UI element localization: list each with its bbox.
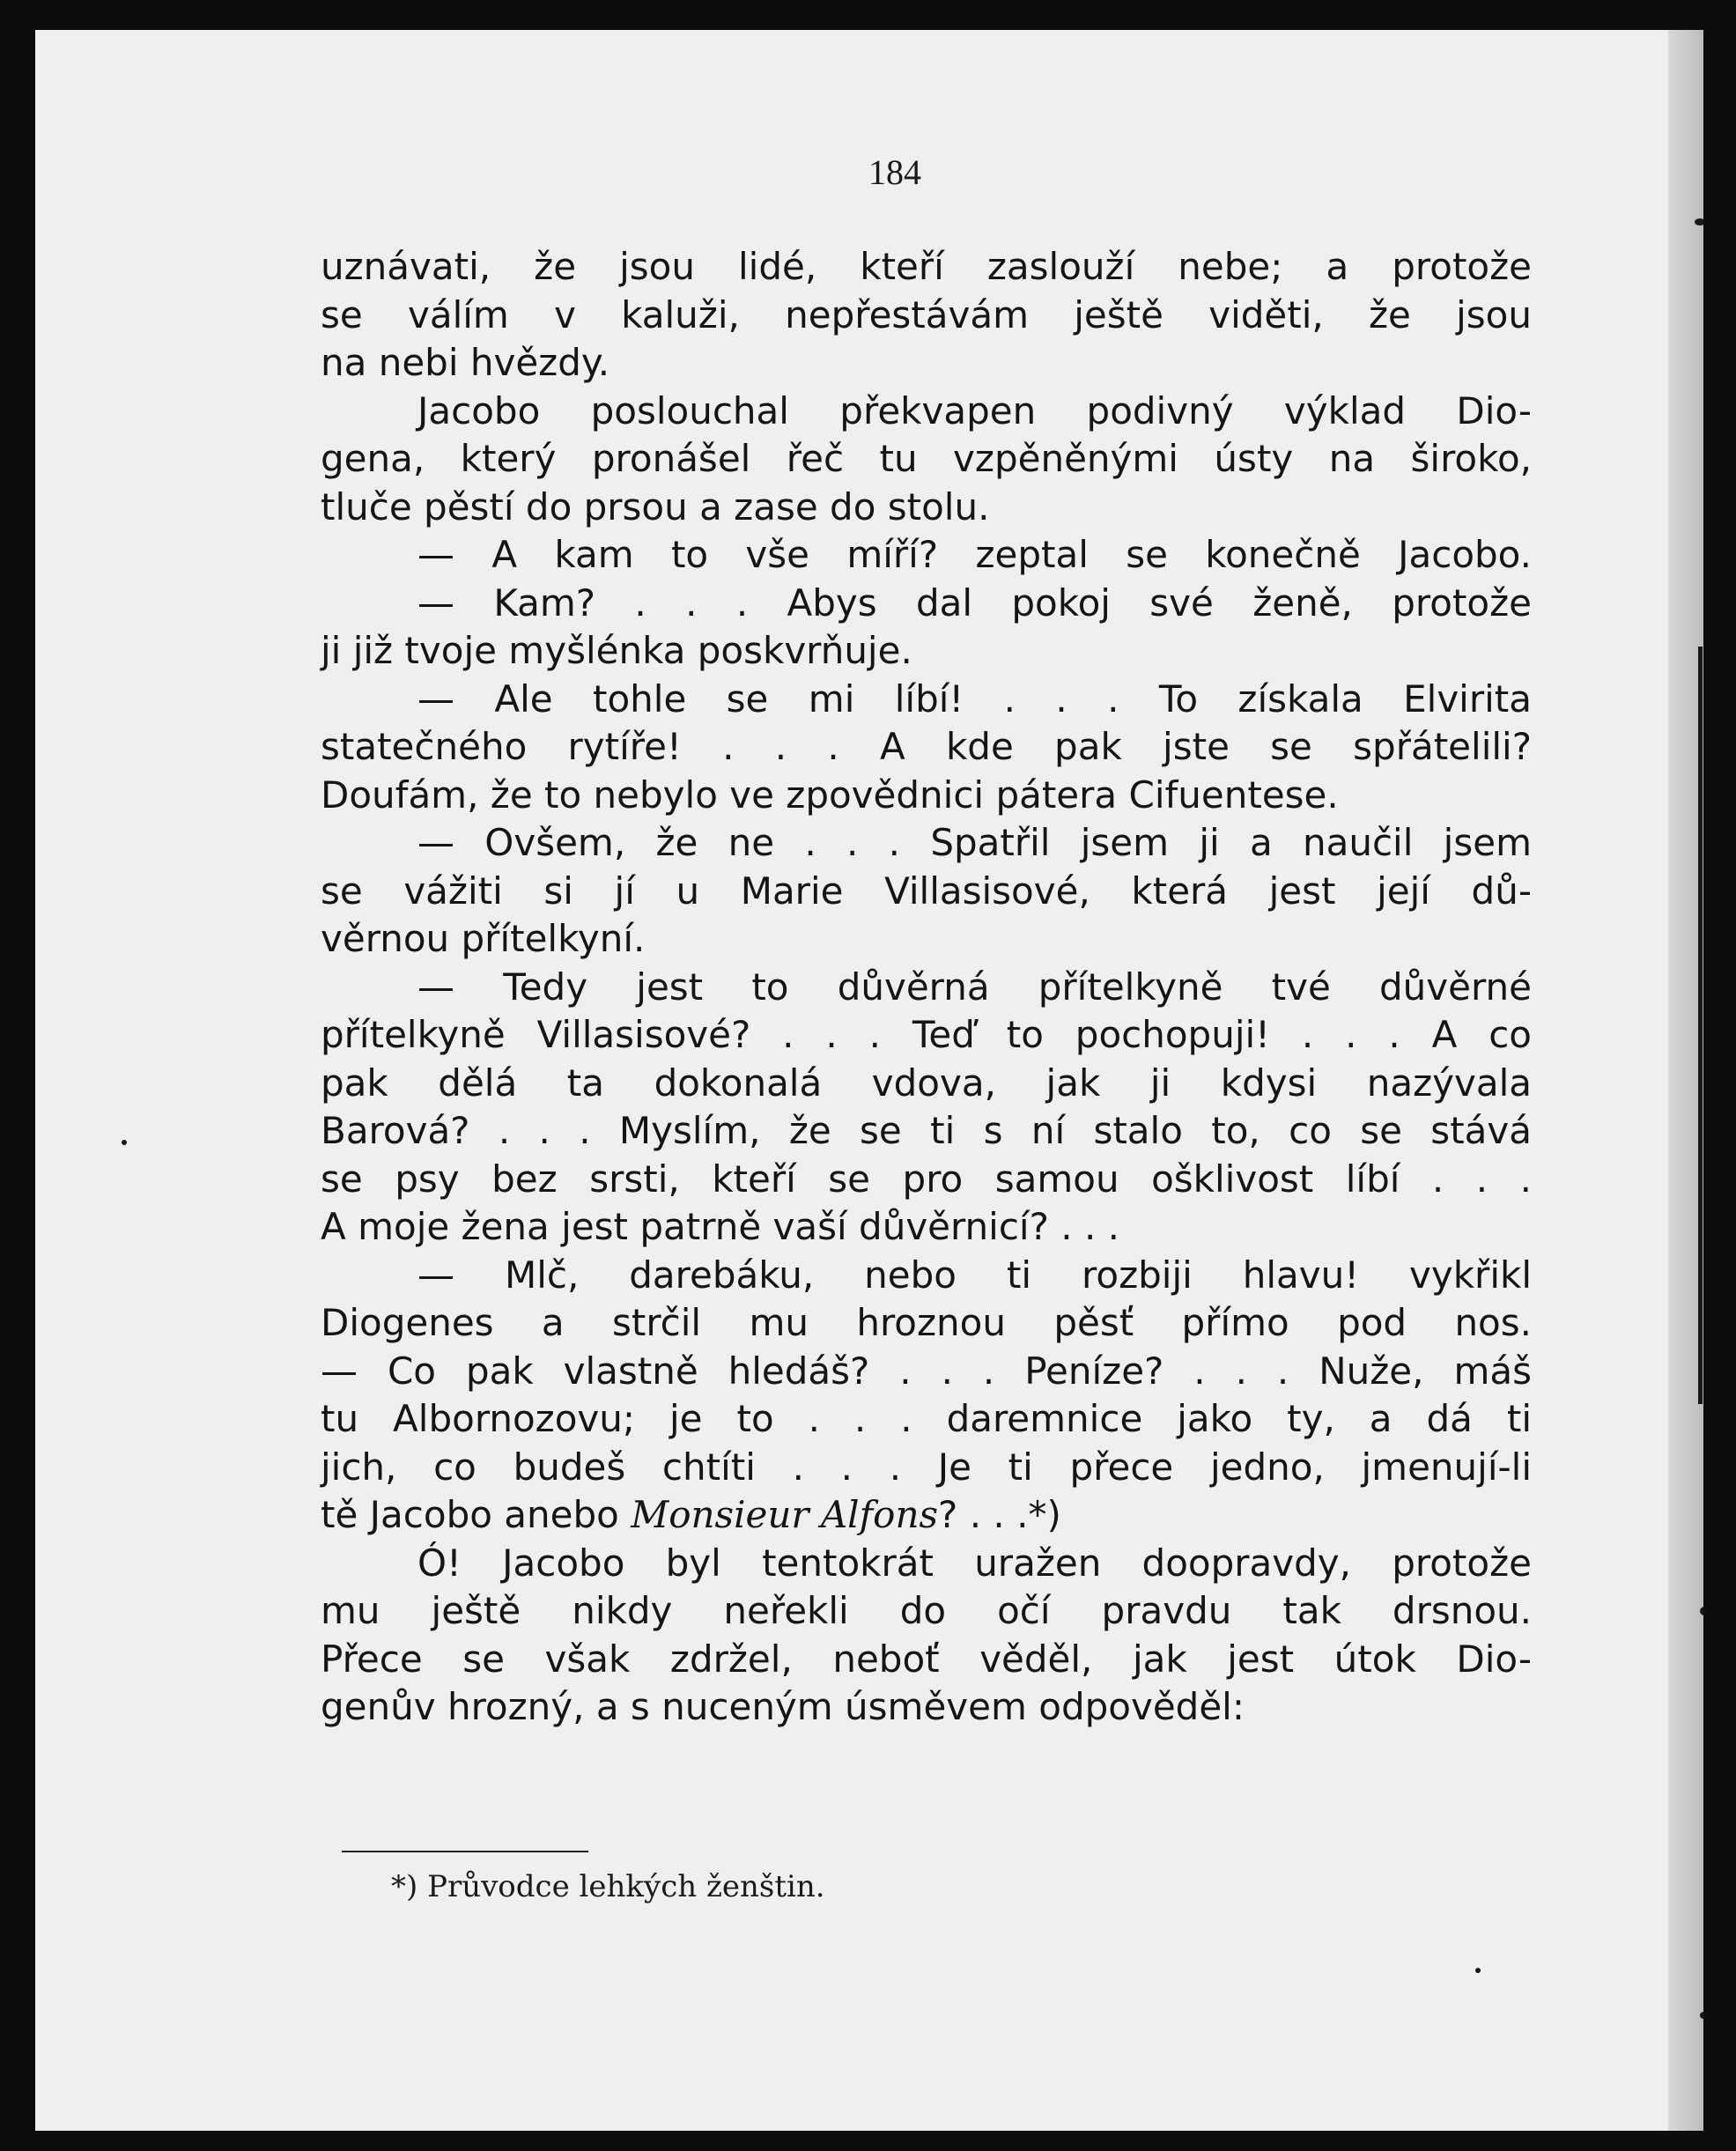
text-line: — Kam? . . . Abys dal pokoj své ženě, protože xyxy=(417,580,1532,625)
italic-phrase: Monsieur Alfons xyxy=(631,1493,939,1536)
book-page xyxy=(35,30,1703,2131)
text-line: Diogenes a strčil mu hroznou pěsť přímo pod nos. xyxy=(321,1301,1532,1344)
text-line: Doufám, že to nebylo ve zpovědnici pátera Cifuentese. xyxy=(321,772,1339,817)
text-line: Jacobo poslouchal překvapen podivný výklad Dio- xyxy=(417,388,1532,432)
text-line: tu Albornozovu; je to . . . daremnice jako ty, a dá ti xyxy=(321,1397,1532,1440)
text-line: se psy bez srsti, kteří se pro samou ošklivost líbí . . . xyxy=(321,1157,1532,1201)
scan-speck xyxy=(1475,1968,1481,1973)
text-line: genův hrozný, a s nuceným úsměvem odpověděl: xyxy=(321,1685,1245,1728)
text-line: ji již tvoje myšlénka poskvrňuje. xyxy=(321,629,912,672)
scan-speck xyxy=(1695,218,1703,225)
text-fragment: tě Jacobo anebo xyxy=(321,1493,632,1536)
text-line: jich, co budeš chtíti . . . Je ti přece jedno, jmenují-li xyxy=(321,1445,1532,1489)
text-line: uznávati, že jsou lidé, kteří zaslouží nebe; a protože xyxy=(321,245,1532,288)
footnote: *) Průvodce lehkých ženštin. xyxy=(391,1869,825,1904)
text-line: tluče pěstí do prsou a zase do stolu. xyxy=(321,484,990,529)
text-line: — Tedy jest to důvěrná přítelkyně tvé důvěrné xyxy=(417,965,1532,1009)
footnote-divider xyxy=(342,1851,588,1852)
text-line: věrnou přítelkyní. xyxy=(321,917,646,960)
text-line: statečného rytíře! . . . A kde pak jste se spřátelili? xyxy=(321,725,1532,768)
scan-speck xyxy=(122,1140,127,1145)
text-line: — Mlč, darebáku, nebo ti rozbiji hlavu! vykřikl xyxy=(417,1253,1532,1297)
text-line: na nebi hvězdy. xyxy=(321,341,610,384)
body-text xyxy=(321,243,1532,1732)
text-line: A moje žena jest patrně vaší důvěrnicí? . . . xyxy=(321,1205,1119,1248)
text-line: se válím v kaluži, nepřestávám ještě viděti, že jsou xyxy=(321,292,1532,336)
text-line: — Ale tohle se mi líbí! . . . To získala Elvirita xyxy=(417,676,1532,721)
scan-speck xyxy=(1700,1607,1703,1615)
text-line: mu ještě nikdy neřekli do očí pravdu tak drsnou. xyxy=(321,1589,1532,1632)
scan-speck xyxy=(1700,2012,1703,2019)
text-line: přítelkyně Villasisové? . . . Teď to pochopuji! . . . A co xyxy=(321,1013,1532,1056)
text-line: Barová? . . . Myslím, že se ti s ní stalo to, co se stává xyxy=(321,1109,1532,1152)
footnote-ref: ? . . .*) xyxy=(938,1493,1061,1536)
page-number: 184 xyxy=(868,152,921,192)
text-line: se vážiti si jí u Marie Villasisové, která jest její dů- xyxy=(321,869,1532,913)
text-line: Přece se však zdržel, neboť věděl, jak jest útok Dio- xyxy=(321,1637,1532,1681)
scan-margin-line xyxy=(1698,647,1703,1404)
text-line: pak dělá ta dokonalá vdova, jak ji kdysi nazývala xyxy=(321,1061,1532,1105)
text-line xyxy=(321,1491,1532,1540)
text-line: gena, který pronášel řeč tu vzpěněnými ústy na široko, xyxy=(321,437,1532,480)
text-line: — Ovšem, že ne . . . Spatřil jsem ji a naučil jsem xyxy=(417,821,1532,864)
text-line: Ó! Jacobo byl tentokrát uražen doopravdy, protože xyxy=(417,1541,1532,1585)
text-line: — A kam to vše míří? zeptal se konečně Jacobo. xyxy=(417,533,1532,576)
text-line: — Co pak vlastně hledáš? . . . Peníze? . . . Nuže, máš xyxy=(321,1349,1532,1393)
